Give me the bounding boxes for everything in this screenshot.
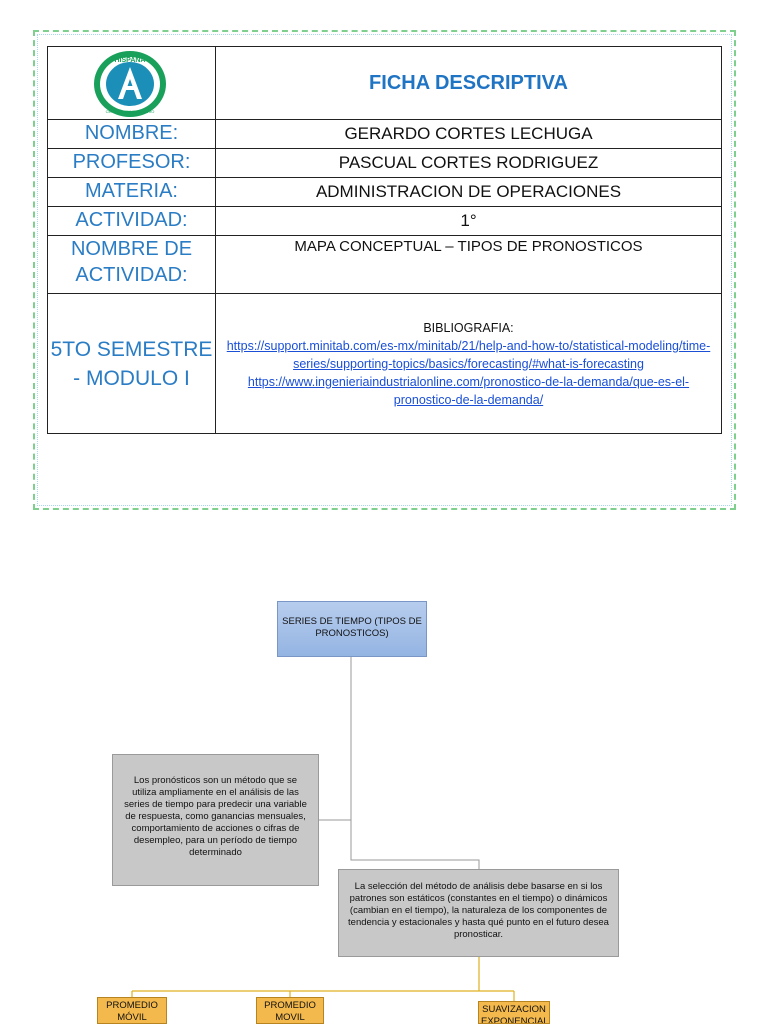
label-materia: MATERIA: (48, 178, 216, 207)
value-materia: ADMINISTRACION DE OPERACIONES (216, 178, 722, 207)
logo-cell (48, 47, 216, 120)
label-profesor: PROFESOR: (48, 149, 216, 178)
value-profesor: PASCUAL CORTES RODRIGUEZ (216, 149, 722, 178)
concept-definition-node: Los pronósticos son un método que se utiliza ampliamente en el análisis de las series de tiempo para predecir una variable de respuesta, como ganancias mensuales, comportamiento de acciones o cifras de desempleo, para un período de tiempo determinado (112, 754, 319, 886)
value-actividad: 1° (216, 207, 722, 236)
value-nombre: GERARDO CORTES LECHUGA (216, 120, 722, 149)
concept-leaf-suavizacion-exponencial: SUAVIZACION EXPONENCIAL (478, 1001, 550, 1024)
label-nombre-actividad: NOMBRE DE ACTIVIDAD: (48, 236, 216, 294)
bibliografia-link-ingenieria[interactable]: https://www.ingenieriaindustrialonline.com/pronostico-de-la-demanda/que-es-el-pronostico-de-la-demanda/ (247, 374, 690, 407)
university-logo (92, 49, 168, 119)
concept-selection-node: La selección del método de análisis debe basarse en si los patrones son estáticos (constantes en el tiempo) o dinámicos (cambian en el tiempo), la naturaleza de los componentes de tendencia y estacionales y hasta qué punto en el futuro desea pronosticar. (338, 869, 619, 957)
value-nombre-actividad: MAPA CONCEPTUAL – TIPOS DE PRONOSTICOS (216, 236, 722, 294)
label-nombre: NOMBRE: (48, 120, 216, 149)
concept-leaf-promedio-movil-2: PROMEDIO MOVIL (256, 997, 324, 1024)
svg-text:CENTRO UNIVERSITARIO: CENTRO UNIVERSITARIO (105, 109, 155, 114)
bibliografia-cell (216, 294, 722, 434)
concept-root-node: SERIES DE TIEMPO (TIPOS DE PRONOSTICOS) (277, 601, 427, 657)
svg-text:HISPANA: HISPANA (114, 57, 146, 64)
label-actividad: ACTIVIDAD: (48, 207, 216, 236)
title-cell (216, 47, 722, 120)
bibliografia-link-minitab[interactable]: https://support.minitab.com/es-mx/minitab/21/help-and-how-to/statistical-modeling/time-series/supporting-topics/basics/forecasting/#what-is-forecasting (226, 338, 711, 371)
page-title: FICHA DESCRIPTIVA (369, 71, 568, 94)
ficha-table (47, 46, 722, 434)
semestre-label: 5TO SEMESTRE - MODULO I (48, 294, 216, 434)
bibliografia-title: BIBLIOGRAFIA: (423, 320, 514, 335)
concept-leaf-promedio-movil-1: PROMEDIO MÓVIL (97, 997, 167, 1024)
